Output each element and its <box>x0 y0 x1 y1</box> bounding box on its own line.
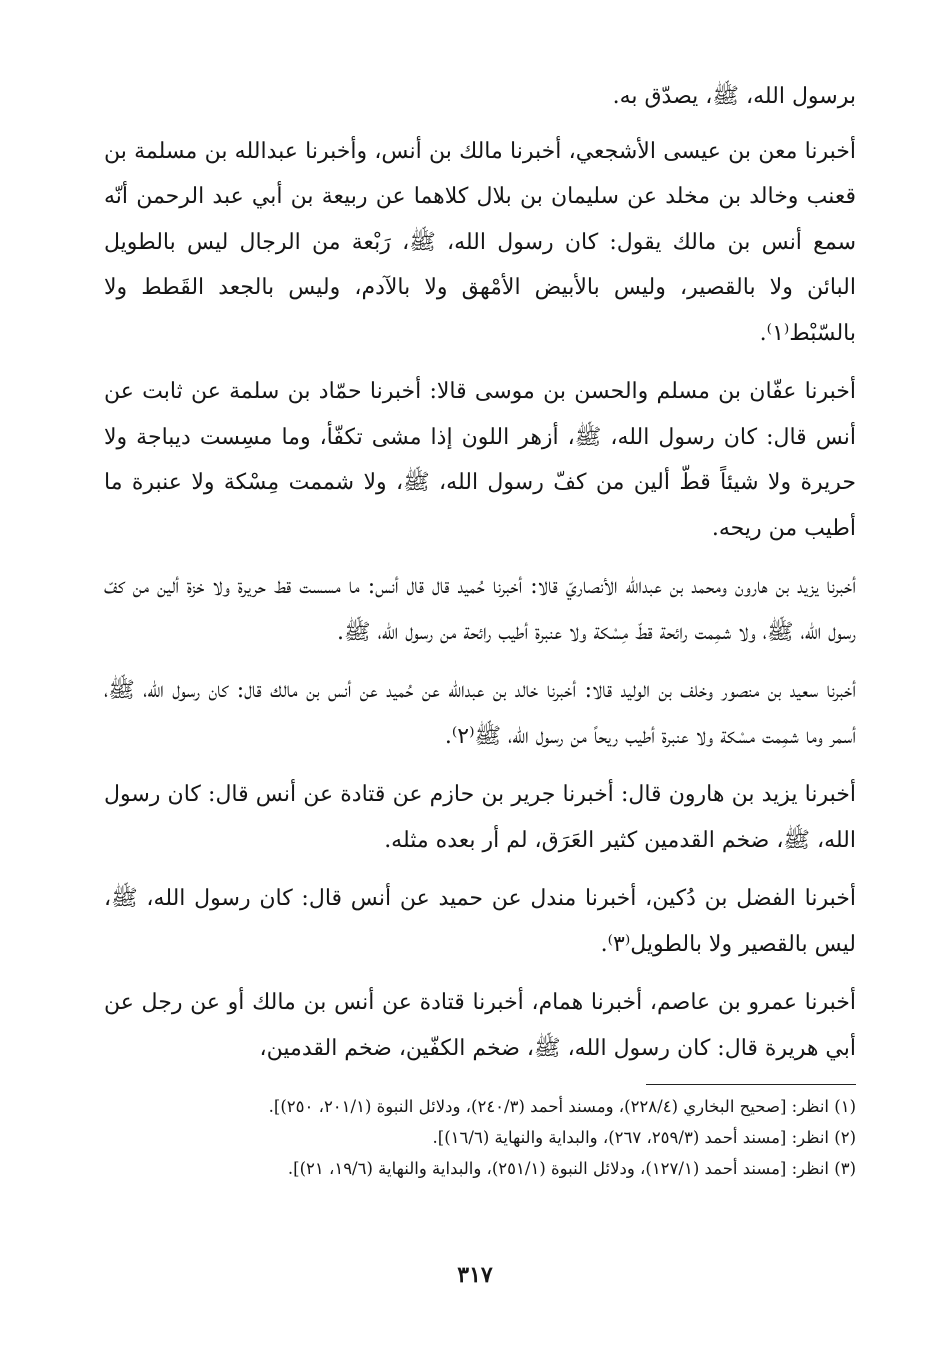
page-body <box>104 74 856 1184</box>
paragraph: أخبرنا عمرو بن عاصم، أخبرنا همام، أخبرنا قتادة عن أنس بن مالك أو عن رجل عن أبي هريرة قال: كان رسول الله، ﷺ، ضخم الكفّين، ضخم القدمين، <box>104 990 856 1061</box>
paragraph-continuation: برسول الله، ﷺ، يصدّق به. <box>612 84 856 109</box>
paragraph: أخبرنا يزيد بن هارون ومحمد بن عبدالله الأنصاريّ قالا: أخبرنا حُميد قال قال أنس: ما مسست قط حريرة ولا خزة ألين من كفّ رسول الله، ﷺ، ولا شمِمت رائحة قطّ مِسْكة ولا عنبرة أطيب رائحة من رسول الله، ﷺ. <box>104 574 856 645</box>
paragraph: أخبرنا الفضل بن دُكين، أخبرنا مندل عن حميد عن أنس قال: كان رسول الله، ﷺ، ليس بالقصير ولا بالطويل⁽٣⁾. <box>104 886 856 957</box>
paragraph: أخبرنا يزيد بن هارون قال: أخبرنا جرير بن حازم عن قتادة عن أنس قال: كان رسول الله، ﷺ، ضخم القدمين كثير العَرَق، لم أر بعده مثله. <box>104 782 856 853</box>
paragraph: أخبرنا معن بن عيسى الأشجعي، أخبرنا مالك بن أنس، وأخبرنا عبدالله بن مسلمة بن قعنب وخالد بن مخلد عن سليمان بن بلال كلاهما عن ربيعة بن أبي عبد الرحمن أنّه سمع أنس بن مالك يقول: كان رسول الله، ﷺ، رَبْعة من الرجال ليس بالطويل البائن ولا بالقصير، وليس بالأبيض الأمْهق ولا بالآدم، وليس بالجعد القَطط ولا بالسّبْط⁽١⁾. <box>104 138 856 346</box>
footnote-3: (٣) انظر: [مسند أحمد (١٢٧/١)، ودلائل النبوة (٢٥١/١)، والبداية والنهاية (١٩/٦، ٢١)]. <box>287 1159 856 1178</box>
footnote-2: (٢) انظر: [مسند أحمد (٢٥٩/٣، ٢٦٧)، والبداية والنهاية (١٦/٦)]. <box>432 1128 856 1147</box>
paragraph: أخبرنا عفّان بن مسلم والحسن بن موسى قالا: أخبرنا حمّاد بن سلمة عن ثابت عن أنس قال: كان رسول الله، ﷺ، أزهر اللون إذا مشى تكفّأ، وما مسِست ديباجة ولا حريرة ولا شيئاً قطّ ألين من كفّ رسول الله، ﷺ، ولا شممت مِسْكة ولا عنبرة ما أطيب من ريحه. <box>104 379 856 541</box>
footnotes <box>104 1091 856 1184</box>
footnote-1: (١) انظر: [صحيح البخاري (٢٢٨/٤)، ومسند أحمد (٢٤٠/٣)، ودلائل النبوة (٢٠١/١، ٢٥٠)]. <box>268 1097 856 1116</box>
page-number: ٣١٧ <box>457 1262 493 1288</box>
footnote-separator <box>646 1084 856 1085</box>
paragraph: أخبرنا سعيد بن منصور وخلف بن الوليد قالا: أخبرنا خالد بن عبدالله عن حُميد عن أنس بن مالك قال: كان رسول الله، ﷺ، أسمر وما شمِمت مسْكة ولا عنبرة أطيب ريحاً من رسول الله، ﷺ⁽٢⁾. <box>104 678 856 749</box>
